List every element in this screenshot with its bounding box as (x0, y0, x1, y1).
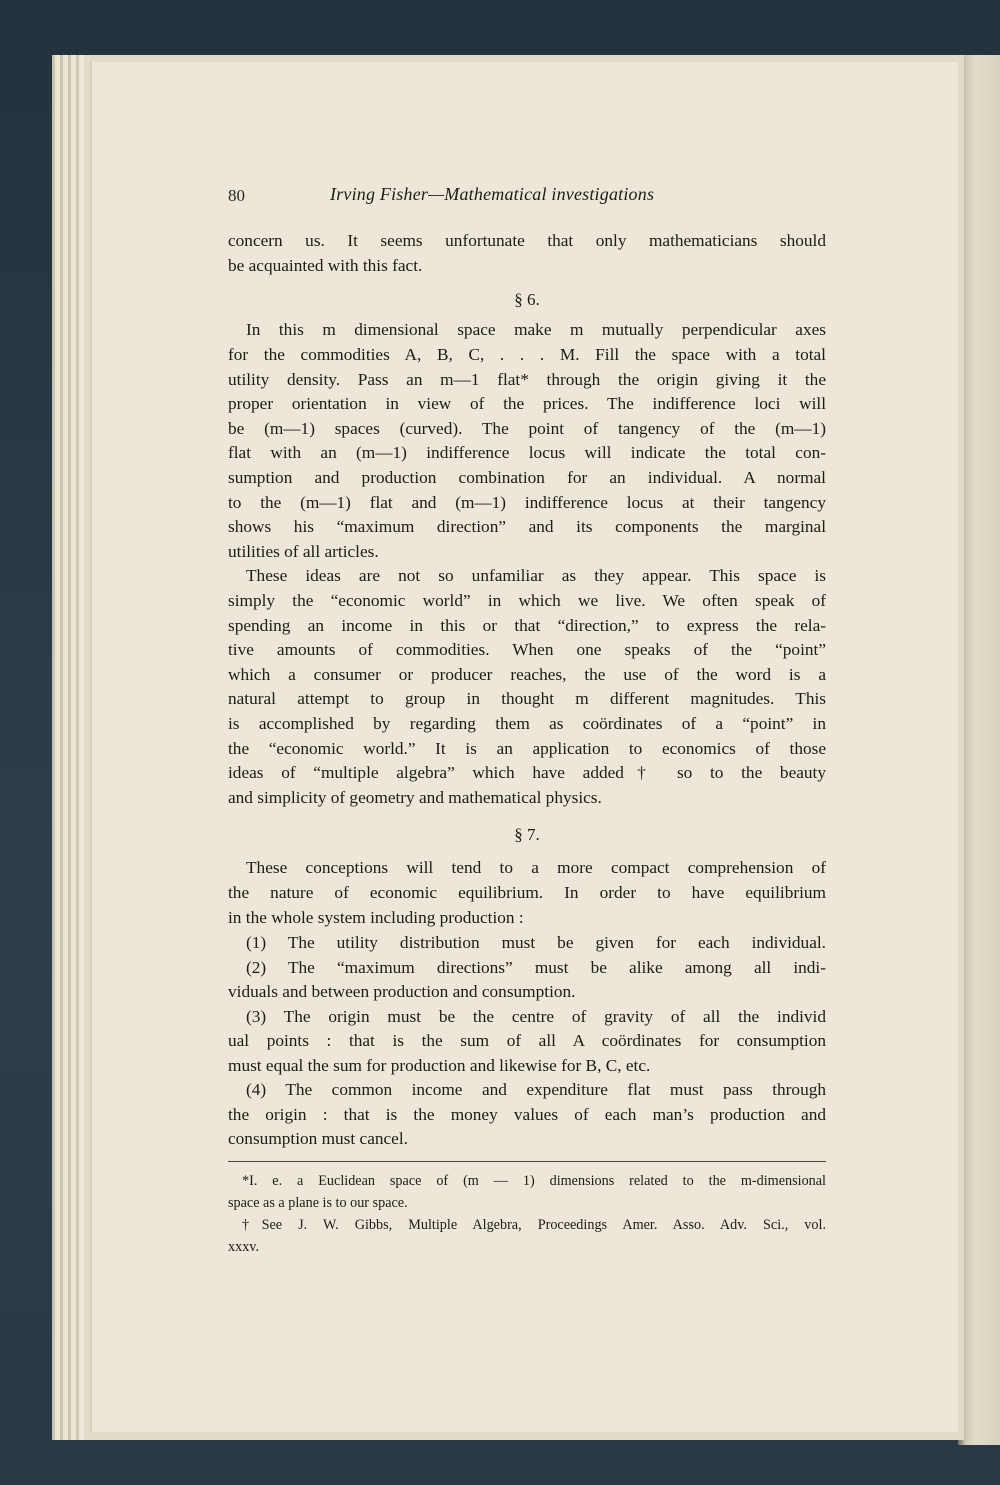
body-line: the nature of economic equilibrium. In order to have equilibrium (228, 883, 826, 902)
body-line: the “economic world.” It is an application to economics of those (228, 739, 826, 758)
footnote-line: xxxv. (228, 1239, 259, 1255)
body-line: simply the “economic world” in which we live. We often speak of (228, 591, 826, 610)
body-line: is accomplished by regarding them as coördinates of a “point” in (228, 714, 826, 733)
body-line: proper orientation in view of the prices. The indifference loci will (228, 394, 826, 413)
page-number: 80 (228, 186, 245, 205)
body-line: for the commodities A, B, C, . . . M. Fill the space with a total (228, 345, 826, 364)
body-line: which a consumer or producer reaches, the use of the word is a (228, 665, 826, 684)
body-line: in the whole system including production : (228, 908, 524, 927)
body-line: utilities of all articles. (228, 542, 379, 561)
body-line: viduals and between production and consumption. (228, 982, 576, 1001)
body-line: and simplicity of geometry and mathematical physics. (228, 788, 602, 807)
body-line: (1) The utility distribution must be given for each individual. (246, 933, 826, 952)
body-line: the origin : that is the money values of each man’s production and (228, 1105, 826, 1124)
footnote-line: space as a plane is to our space. (228, 1195, 408, 1211)
body-line: In this m dimensional space make m mutually perpendicular axes (246, 320, 826, 339)
footnote-line: *I. e. a Euclidean space of (m — 1) dimensions related to the m-dimensional (242, 1173, 826, 1189)
body-line: ideas of “multiple algebra” which have added† so to the beauty (228, 763, 826, 782)
body-line: natural attempt to group in thought m different magnitudes. This (228, 689, 826, 708)
section-heading-6: § 6. (514, 290, 540, 309)
next-page-edge (958, 55, 1000, 1445)
section-heading-7: § 7. (514, 825, 540, 844)
body-line: concern us. It seems unfortunate that only mathematicians should (228, 231, 826, 250)
body-line: sumption and production combination for an individual. A normal (228, 468, 826, 487)
body-line: consumption must cancel. (228, 1129, 408, 1148)
body-line: utility density. Pass an m—1 flat* through the origin giving it the (228, 370, 826, 389)
body-line: These ideas are not so unfamiliar as they appear. This space is (246, 566, 826, 585)
footnote-line: †See J. W. Gibbs, Multiple Algebra, Proceedings Amer. Asso. Adv. Sci., vol. (242, 1217, 826, 1233)
body-line: be (m—1) spaces (curved). The point of tangency of the (m—1) (228, 419, 826, 438)
body-line: ual points : that is the sum of all A coördinates for consumption (228, 1031, 826, 1050)
running-head: Irving Fisher—Mathematical investigations (330, 184, 655, 204)
body-line: spending an income in this or that “direction,” to express the rela- (228, 616, 826, 635)
body-line: tive amounts of commodities. When one speaks of the “point” (228, 640, 826, 659)
body-line: (2) The “maximum directions” must be alike among all indi- (246, 958, 826, 977)
body-line: to the (m—1) flat and (m—1) indifference locus at their tangency (228, 493, 826, 512)
body-line: shows his “maximum direction” and its components the marginal (228, 517, 826, 536)
body-line: (4) The common income and expenditure flat must pass through (246, 1080, 826, 1099)
body-line: be acquainted with this fact. (228, 256, 423, 275)
body-line: must equal the sum for production and likewise for B, C, etc. (228, 1056, 651, 1075)
body-line: flat with an (m—1) indifference locus will indicate the total con- (228, 443, 826, 462)
footnote-rule (228, 1161, 826, 1162)
body-line: These conceptions will tend to a more compact comprehension of (246, 858, 826, 877)
body-line: (3) The origin must be the centre of gravity of all the individ (246, 1007, 826, 1026)
